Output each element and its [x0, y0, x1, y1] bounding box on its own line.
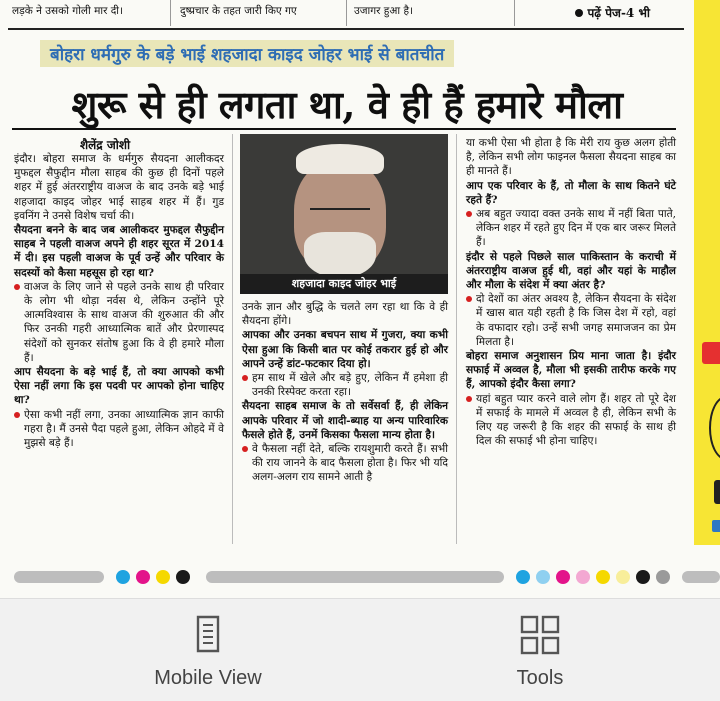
strip-text-1: लड़के ने उसको गोली मार दी।: [12, 5, 123, 17]
body-paragraph: या कभी ऐसा भी होता है कि मेरी राय कुछ अलग होती है, लेकिन सभी लोग फाइनल फैसला सैयदना साहब का ही मानते हैं।: [466, 137, 676, 178]
question-paragraph: बोहरा समाज अनुशासन प्रिय माना जाता है। इंदौर सफाई में अव्वल है, मौला भी इसकी तारीफ करके गए हैं, आपको इंदौर कैसा लगा?: [466, 350, 676, 391]
adjacent-page-edge: [694, 0, 720, 545]
answer-paragraph: यहां बहुत प्यार करने वाले लोग हैं। शहर तो पूरे देश में सफाई के मामले में अव्वल है ही, लेकिन सभी के लिए यह जरूरी है कि शहर की सफाई के साथ ही दिल की सफाई भी होना चाहिए।: [466, 392, 676, 449]
article-headline: शुरू से ही लगता था, वे ही हैं हमारे मौला: [71, 82, 623, 127]
body-paragraph: उनके ज्ञान और बुद्धि के चलते लग रहा था कि वे ही सैयदना होंगे।: [242, 301, 448, 328]
yellow-mark: [156, 570, 170, 584]
article-kicker: बोहरा धर्मगुरु के बड़े भाई शहजादा काइद जोहर भाई से बातचीत: [40, 40, 454, 67]
document-lines-icon: [190, 615, 226, 653]
question-paragraph: आप सैयदना के बड़े भाई हैं, तो क्या आपको कभी ऐसा नहीं लगा कि इस पदवी पर आपको होना चाहिए था?: [14, 366, 224, 407]
byline: शैलेंद्र जोशी: [80, 138, 131, 152]
answer-paragraph: वे फैसला नहीं देते, बल्कि रायशुमारी करते हैं। सभी की राय जानने के बाद फैसला होता है। फिर भी यदि अलग-अलग राय सामने आती है: [242, 442, 448, 485]
portrait-photo: [240, 134, 448, 294]
article-column-3: [466, 136, 676, 448]
strip-text-2: दुष्प्रचार के तहत जारी किए गए: [180, 5, 297, 17]
bottom-toolbar: [0, 598, 720, 701]
question-paragraph: आपका और उनका बचपन साथ में गुजरा, क्या कभी ऐसा हुआ कि किसी बात पर कोई तकरार हुई हो और आपने उन्हें डांट-फटकार दिया हो।: [242, 329, 448, 370]
question-paragraph: सैयदना साहब समाज के तो सर्वेसर्वा हैं, ही लेकिन आपके परिवार में जो शादी-ब्याह या अन्य पारिवारिक फैसले होते हैं, उनमें किसका फैसला मान्य होता है।: [242, 400, 448, 441]
article-column-1: [14, 152, 224, 450]
cyan-mark: [116, 570, 130, 584]
photo-caption: शहजादा काइद जोहर भाई: [240, 274, 448, 294]
strip-text-3: उजागर हुआ है।: [354, 5, 414, 17]
question-paragraph: सैयदना बनने के बाद जब आलीकदर मुफद्दल सैफुद्दीन साहब ने पहली वाअज अपने ही शहर सूरत में 2014 में दी। इस पहली वाअज के पूर्व उन्हें और परिवार के सदस्यों को कैसा महसूस हो रहा था?: [14, 224, 224, 279]
mobile-view-button[interactable]: [110, 599, 306, 701]
answer-paragraph: हम साथ में खेले और बड़े हुए, लेकिन मैं हमेशा ही उनकी रिस्पेक्ट करता रहा।: [242, 371, 448, 399]
magenta-mark: [136, 570, 150, 584]
mobile-view-label: Mobile View: [154, 667, 262, 689]
answer-paragraph: ऐसा कभी नहीं लगा, उनका आध्यात्मिक ज्ञान काफी गहरा है। मैं उनसे पैदा पहले हुआ, लेकिन ओहदे में वे मुझसे बड़े हैं।: [14, 408, 224, 451]
question-paragraph: इंदौर से पहले पिछले साल पाकिस्तान के कराची में अंतरराष्ट्रीय वाअज हुई थी, वहां और यहां के माहौल और मौला के संदेश में क्या अंतर है?: [466, 250, 676, 292]
tools-button[interactable]: [460, 599, 620, 701]
body-paragraph: इंदौर। बोहरा समाज के धर्मगुरु सैयदना आलीकदर मुफद्दल सैफुद्दीन मौला साहब की कुछ ही दिनों पहले शहर में हुई अंतरराष्ट्रीय वाअज के बाद उनके बड़े भाई शहजादा काइद जोहर भाई साहब शहर में हैं। गुड इवनिंग ने उनसे विशेष चर्चा की।: [14, 153, 224, 222]
article-column-2: [242, 300, 448, 485]
grid-icon: [520, 615, 560, 655]
previous-article-strip: [0, 0, 690, 30]
question-paragraph: आप एक परिवार के हैं, तो मौला के साथ कितने घंटे रहते हैं?: [466, 179, 676, 206]
answer-paragraph: वाअज के लिए जाने से पहले उनके साथ ही परिवार के लोग भी थोड़ा नर्वस थे, लेकिन उन्होंने पूरे आत्मविश्वास के साथ वाअज की शुरुआत की और फिर उनकी गहरी आध्यात्मिक बातें और प्रेरणास्पद संदेशों को सुनकर संतोष हुआ कि वे ही हमारे मौला हैं।: [14, 280, 224, 365]
tools-label: Tools: [516, 667, 564, 689]
next-page-note: पढ़ें पेज-4 भी: [575, 6, 650, 20]
print-registration-marks: [0, 568, 720, 586]
black-mark: [176, 570, 190, 584]
answer-paragraph: अब बहुत ज्यादा वक्त उनके साथ में नहीं बिता पाते, लेकिन शहर में रहते हुए दिन में एक बार जरूर मिलते हैं।: [466, 207, 676, 250]
answer-paragraph: दो देशों का अंतर अवश्य है, लेकिन सैयदना के संदेश में खास बात यही रहती है कि जिस देश में रहो, वहां के वफादार रहो। उन्हें सभी जगह समाजजन का प्रेम मिलता है।: [466, 292, 676, 349]
